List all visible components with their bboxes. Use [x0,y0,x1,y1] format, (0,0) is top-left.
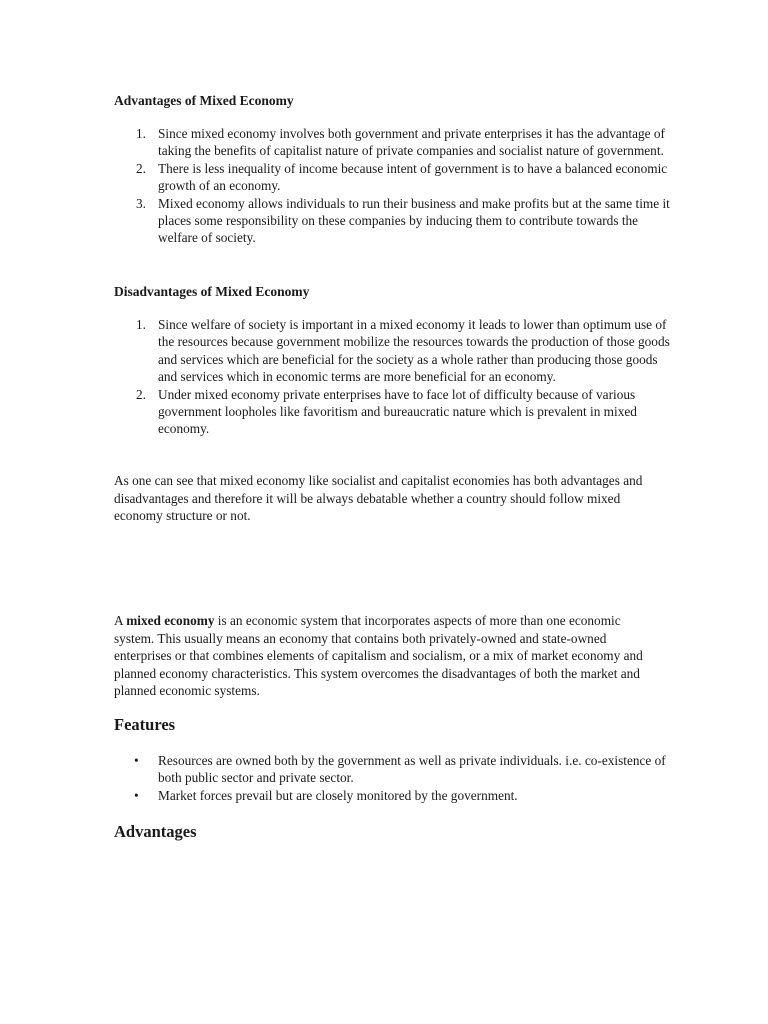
features-heading: Features [114,715,176,734]
advantages-heading: Advantages of Mixed Economy [114,93,294,108]
list-item [114,160,674,195]
features-list [114,752,674,804]
list-item [114,386,674,438]
list-item-text: Mixed economy allows individuals to run their business and make profits but at the same time it places some responsibility on these companies by inducing them to contribute towards the welfare of society. [158,195,670,246]
list-item [114,787,674,804]
disadvantages-list [114,316,674,438]
list-item-number: 2. [136,160,146,176]
list-item-text: Market forces prevail but are closely monitored by the government. [158,787,518,803]
advantages-list [114,125,674,247]
list-item-number: 1. [136,317,146,332]
list-item-text: There is less inequality of income because intent of government is to have a balanced economic growth of an economy. [158,160,668,194]
list-item-number: 3. [136,195,146,211]
list-item-number: 2. [136,386,146,402]
list-item-number: 1. [136,126,146,141]
definition-paragraph [114,612,659,700]
list-item-text: Since welfare of society is important in a mixed economy it leads to lower than optimum use of the resources because government mobilize the resources towards the production of those goods and services which are beneficial for the society as a whole rather than producing those goods and services which in economic terms are more beneficial for an economy. [158,317,670,385]
list-item [114,752,674,787]
definition-rest: is an economic system that incorporates aspects of more than one economic system. This usually means an economy that contains both privately-owned and state-owned enterprises or that combines elements of capitalism and socialism, or a mix of market economy and planned economy characteristics. This system overcomes the disadvantages of both the market and planned economic systems. [114,613,643,699]
conclusion-paragraph: As one can see that mixed economy like socialist and capitalist economies has both advantages and disadvantages and therefore it will be always debatable whether a country should follow mixed economy structure or not. [114,473,643,524]
disadvantages-heading: Disadvantages of Mixed Economy [114,284,310,299]
list-item [114,316,674,386]
list-item [114,195,674,247]
advantages-heading-2: Advantages [114,822,197,841]
list-item-text: Under mixed economy private enterprises have to face lot of difficulty because of various government loopholes like favoritism and bureaucratic nature which is prevalent in mixed economy. [158,386,637,437]
definition-lead: A [114,613,127,628]
definition-bold-term: mixed economy [126,613,215,628]
list-item [114,125,674,160]
list-item-text: Since mixed economy involves both government and private enterprises it has the advantage of taking the benefits of capitalist nature of private companies and socialist nature of government. [158,126,665,159]
list-item-text: Resources are owned both by the government as well as private individuals. i.e. co-existence of both public sector and private sector. [158,753,666,786]
bullet-icon: • [134,787,139,803]
bullet-icon: • [134,753,139,768]
